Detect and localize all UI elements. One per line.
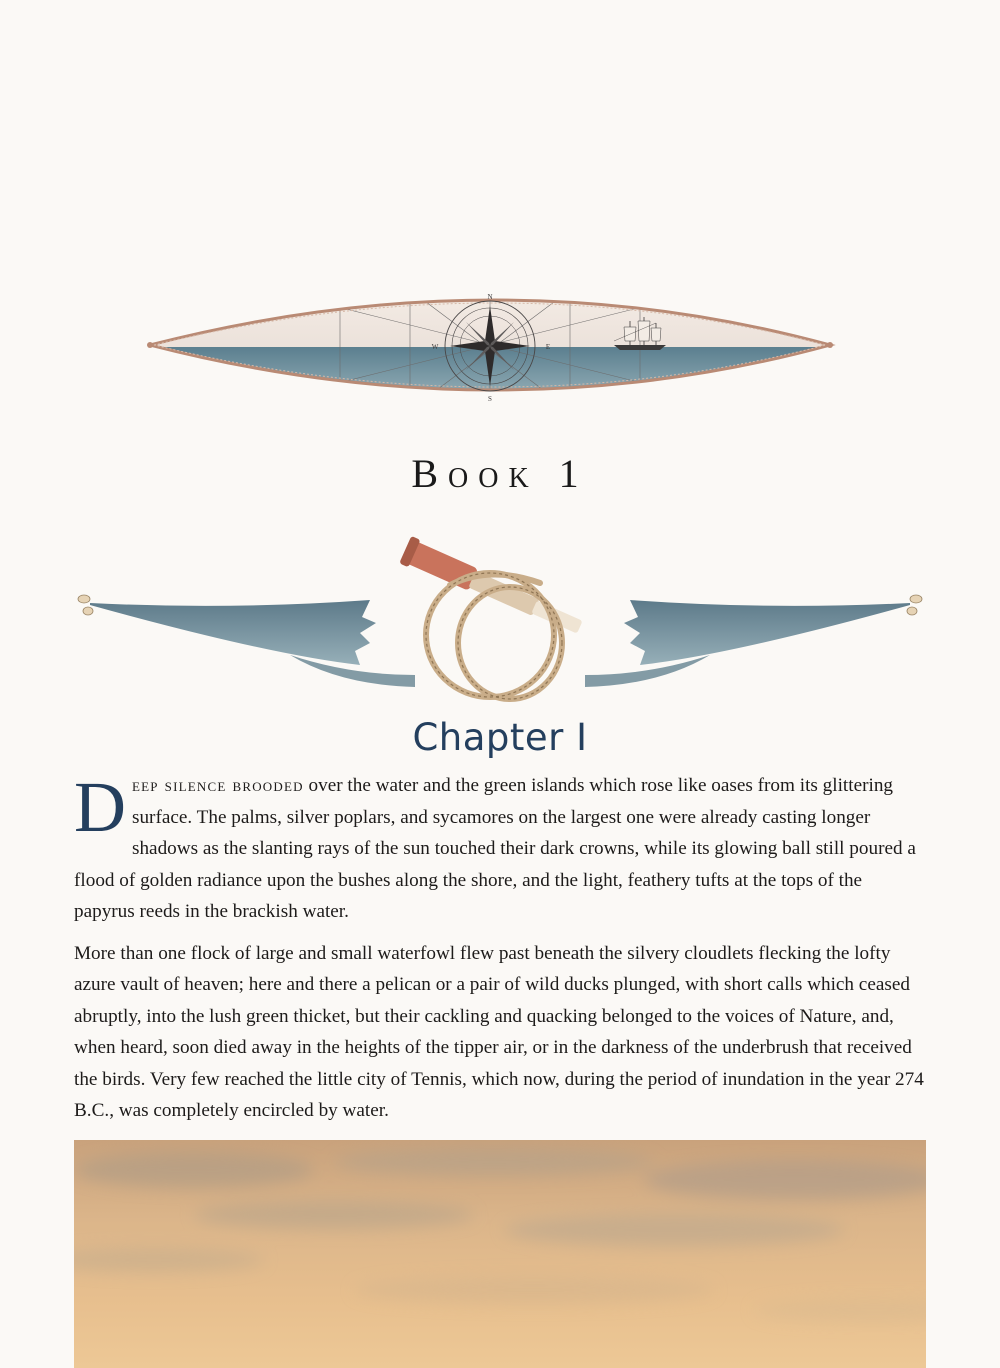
compass-west-label: W	[431, 343, 439, 351]
chapter-heading: Chapter I	[412, 716, 588, 759]
sky-painting-illustration	[74, 1140, 926, 1368]
paragraph-1	[74, 767, 926, 928]
drop-cap: D	[74, 767, 126, 847]
paragraph-2: More than one flock of large and small waterfowl flew past beneath the silvery cloudlets flecking the lofty azure vault of heaven; here and there a pelican or a pair of wild ducks plunged, with short calls which ceased abruptly, into the lush green thicket, but their cackling and quacking belonged to the voices of Nature, and, when heard, soon died away in the heights of the tipper air, or in the darkness of the underbrush that received the birds. Very few reached the little city of Tennis, which now, during the period of inundation in the year 274 B.C., was completely encircled by water.	[74, 942, 924, 1121]
compass-east-label: E	[545, 343, 551, 351]
compass-chart-ornament	[140, 285, 860, 410]
paragraph-1-body: over the water and the green islands which rose like oases from its glittering surface. The palms, silver poplars, and sycamores on the largest one were already casting longer shadows as the slanting rays of the sun touched their dark crowns, while its glowing ball still poured a flood of golden radiance upon the bushes along the shore, and the light, feathery tufts at the tops of the papyrus reeds in the brackish water.	[74, 775, 916, 922]
banner-rope-spyglass-ornament	[70, 525, 930, 725]
lead-in-small-caps: eep silence brooded	[132, 775, 304, 796]
compass-north-label: N	[487, 293, 493, 301]
book-heading: Book 1	[411, 451, 589, 496]
chapter-text	[74, 767, 926, 1137]
compass-south-label: S	[488, 395, 492, 403]
